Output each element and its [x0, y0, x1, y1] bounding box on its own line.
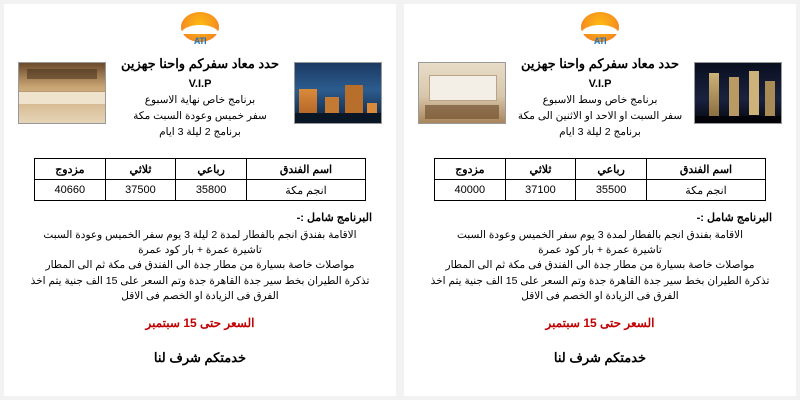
- details-line-1: الاقامة بفندق انجم بالفطار لمدة 2 ليلة 3 يوم سفر الخميس وعودة السبت: [43, 229, 357, 241]
- details-line-1: الاقامة بفندق انجم بالفطار لمدة 3 يوم سفر الخميس وعودة السبت: [456, 229, 744, 241]
- col-triple: ثلاثي: [505, 159, 576, 180]
- details-line-3: مواصلات خاصة بسيارة من مطار جدة الى الفندق فى مكة ثم الى المطار: [45, 259, 355, 272]
- logo-row: [404, 4, 796, 54]
- program-details: [28, 211, 372, 304]
- price-table-wrapper: [34, 158, 366, 201]
- table-header-row: [435, 159, 766, 180]
- cell-double-price: 40000: [435, 180, 506, 201]
- footer-note: خدمتكم شرف لنا: [553, 350, 647, 366]
- details-line-2: تاشيرة عمرة + بار كود عمرة: [138, 244, 262, 257]
- cell-triple-price: 37500: [105, 180, 176, 201]
- col-triple: ثلاثي: [105, 159, 176, 180]
- col-hotel-name: اسم الفندق: [646, 159, 765, 180]
- logo-row: [4, 4, 396, 54]
- restaurant-buffet-photo: [18, 62, 106, 124]
- offer-deadline: السعر حتى 15 سبتمبر: [145, 316, 255, 331]
- vip-label: V.I.P: [188, 78, 212, 90]
- vip-label: V.I.P: [588, 78, 612, 90]
- details-line-2: تاشيرة عمرة + بار كود عمرة: [538, 244, 662, 257]
- details-line-4: تذكرة الطيران بخط سير جدة القاهرة جدة وتم السعر على 15 الف جنية يتم اخذ الفرق فى الزيادة او الخصم فى الاقل: [30, 274, 370, 302]
- col-double: مزدوج: [435, 159, 506, 180]
- header-line-2: سفر السبت او الاحد او الاثنين الى مكة: [517, 110, 683, 123]
- table-row: [35, 180, 366, 201]
- details-line-3: مواصلات خاصة بسيارة من مطار جدة الى الفندق فى مكة ثم الى المطار: [445, 259, 755, 272]
- flyer-left: [4, 4, 396, 396]
- page-divider: [396, 0, 400, 400]
- mosque-night-photo: [694, 62, 782, 124]
- cell-double-price: 40660: [35, 180, 106, 201]
- program-details: [428, 211, 772, 304]
- col-quad: رباعي: [176, 159, 247, 180]
- col-double: مزدوج: [35, 159, 106, 180]
- footer-note: خدمتكم شرف لنا: [153, 350, 247, 366]
- sun-wave-logo-icon: [577, 12, 623, 52]
- price-table: [434, 158, 766, 201]
- flyer-right: [404, 4, 796, 396]
- details-line-4: تذكرة الطيران بخط سير جدة القاهرة جدة وتم السعر على 15 الف جنية يتم اخذ الفرق فى الزيادة او الخصم فى الاقل: [430, 274, 770, 302]
- page-title: حدد معاد سفركم واحنا جهزين: [120, 56, 280, 71]
- header-line-3: برنامج 2 ليلة 3 ايام: [159, 126, 241, 139]
- header-line-1: برنامج خاص نهاية الاسبوع: [144, 94, 256, 106]
- col-quad: رباعي: [576, 159, 647, 180]
- header-block: [4, 56, 396, 156]
- price-table-wrapper: [434, 158, 766, 201]
- header-text: [509, 56, 691, 142]
- price-table: [34, 158, 366, 201]
- cell-hotel-name: انجم مكة: [246, 180, 365, 201]
- sun-wave-logo-icon: [177, 12, 223, 52]
- page-title: حدد معاد سفركم واحنا جهزين: [520, 56, 680, 71]
- cell-triple-price: 37100: [505, 180, 576, 201]
- details-title: البرنامج شامل :-: [696, 212, 772, 224]
- header-block: [404, 56, 796, 156]
- table-header-row: [35, 159, 366, 180]
- cell-hotel-name: انجم مكة: [646, 180, 765, 201]
- details-title: البرنامج شامل :-: [296, 212, 372, 224]
- header-line-1: برنامج خاص وسط الاسبوع: [542, 94, 658, 106]
- offer-deadline: السعر حتى 15 سبتمبر: [545, 316, 655, 331]
- header-line-2: سفر خميس وعودة السبت مكة: [133, 110, 267, 123]
- cell-quad-price: 35500: [576, 180, 647, 201]
- header-text: [109, 56, 291, 142]
- col-hotel-name: اسم الفندق: [246, 159, 365, 180]
- hotel-room-photo: [418, 62, 506, 124]
- logo-text: ATI: [593, 36, 607, 46]
- cell-quad-price: 35800: [176, 180, 247, 201]
- header-line-3: برنامج 2 ليلة 3 ايام: [559, 126, 641, 139]
- logo-text: ATI: [193, 36, 207, 46]
- table-row: [435, 180, 766, 201]
- city-skyline-night-photo: [294, 62, 382, 124]
